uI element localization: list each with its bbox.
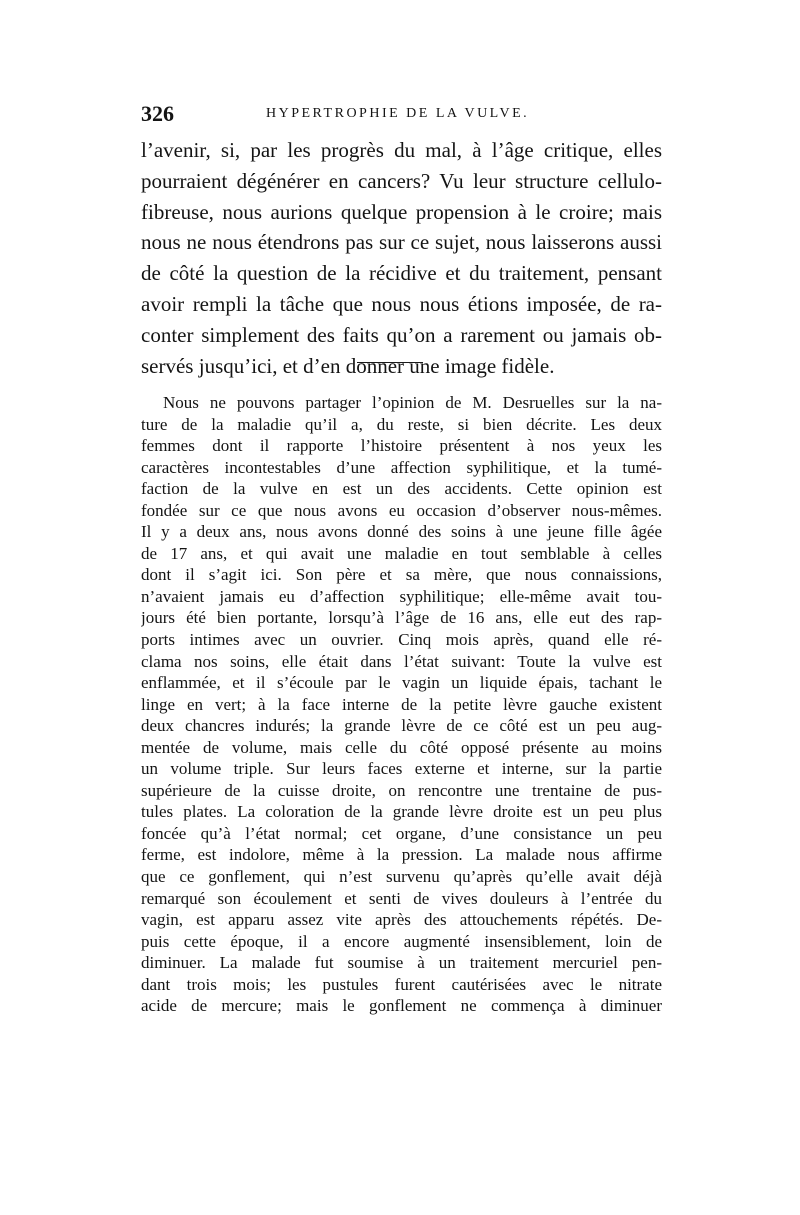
text-line: de côté la question de la récidive et du traitement, pensant [141, 261, 662, 286]
text-line: dant trois mois; les pustules furent cautérisées avec le nitrate [141, 974, 662, 994]
main-paragraph [141, 135, 662, 381]
text-line: n’avaient jamais eu d’affection syphilitique; elle-même avait tou- [141, 586, 662, 606]
text-line: dont il s’agit ici. Son père et sa mère, que nous connaissions, [141, 565, 662, 585]
text-line: vagin, est apparu assez vite après des attouchements répétés. De- [141, 910, 662, 930]
text-line: Il y a deux ans, nous avons donné des soins à une jeune fille âgée [141, 522, 662, 542]
text-line: enflammée, et il s’écoule par le vagin un liquide épais, tachant le [141, 673, 662, 693]
text-line: supérieure de la cuisse droite, on rencontre une trentaine de pus- [141, 780, 662, 800]
text-line: mentée de volume, mais celle du côté opposé présente au moins [141, 737, 662, 757]
text-line: fondée sur ce que nous avons eu occasion d’observer nous-mêmes. [141, 500, 662, 520]
text-line: puis cette époque, il a encore augmenté insensiblement, loin de [141, 931, 662, 951]
text-line: caractères incontestables d’une affection syphilitique, et la tumé- [141, 457, 662, 477]
text-line: servés jusqu’ici, et d’en donner une image fidèle. [141, 353, 555, 378]
text-line: faction de la vulve en est un des accidents. Cette opinion est [141, 479, 662, 499]
text-line: ture de la maladie qu’il a, du reste, si bien décrite. Les deux [141, 414, 662, 434]
text-line: ports intimes avec un ouvrier. Cinq mois après, quand elle ré- [141, 630, 662, 650]
page-number: 326 [141, 101, 174, 126]
text-line: clama nos soins, elle était dans l’état suivant: Toute la vulve est [141, 651, 662, 671]
text-line: foncée qu’à l’état normal; cet organe, d’une consistance un peu [141, 823, 662, 843]
text-line: ferme, est indolore, même à la pression. La malade nous affirme [141, 845, 662, 865]
text-line: remarqué son écoulement et senti de vives douleurs à l’entrée du [141, 888, 662, 908]
running-head [141, 100, 661, 128]
note-paragraph [141, 392, 662, 1017]
text-line: linge en vert; à la face interne de la petite lèvre gauche existent [141, 694, 662, 714]
text-line: femmes dont il rapporte l’histoire présentent à nos yeux les [141, 436, 662, 456]
text-line: conter simplement des faits qu’on a rarement ou jamais ob- [141, 322, 662, 347]
text-line: acide de mercure; mais le gonflement ne commença à diminuer [141, 996, 662, 1016]
text-line: Nous ne pouvons partager l’opinion de M. Desruelles sur la na- [163, 393, 662, 412]
text-line: jours été bien portante, lorsqu’à l’âge de 16 ans, elle eut des rap- [141, 608, 662, 628]
text-line: diminuer. La malade fut soumise à un traitement mercuriel pen- [141, 953, 662, 973]
text-line: nous ne nous étendrons pas sur ce sujet, nous laisserons aussi [141, 230, 662, 255]
text-line: que ce gonflement, qui n’est survenu qu’après qu’elle avait déjà [141, 867, 662, 887]
section-divider [357, 362, 423, 363]
text-line: pourraient dégénérer en cancers? Vu leur structure cellulo- [141, 168, 662, 193]
text-line: deux chancres indurés; la grande lèvre de ce côté est un peu aug- [141, 716, 662, 736]
text-line: l’avenir, si, par les progrès du mal, à l’âge critique, elles [141, 138, 662, 162]
running-title: HYPERTROPHIE DE LA VULVE. [266, 106, 530, 121]
text-line: avoir rempli la tâche que nous nous étions imposée, de ra- [141, 291, 662, 316]
text-line: tules plates. La coloration de la grande lèvre droite est un peu plus [141, 802, 662, 822]
text-line: de 17 ans, et qui avait une maladie en tout semblable à celles [141, 543, 662, 563]
text-line: fibreuse, nous aurions quelque propension à le croire; mais [141, 199, 662, 224]
text-line: un volume triple. Sur leurs faces externe et interne, sur la partie [141, 759, 662, 779]
